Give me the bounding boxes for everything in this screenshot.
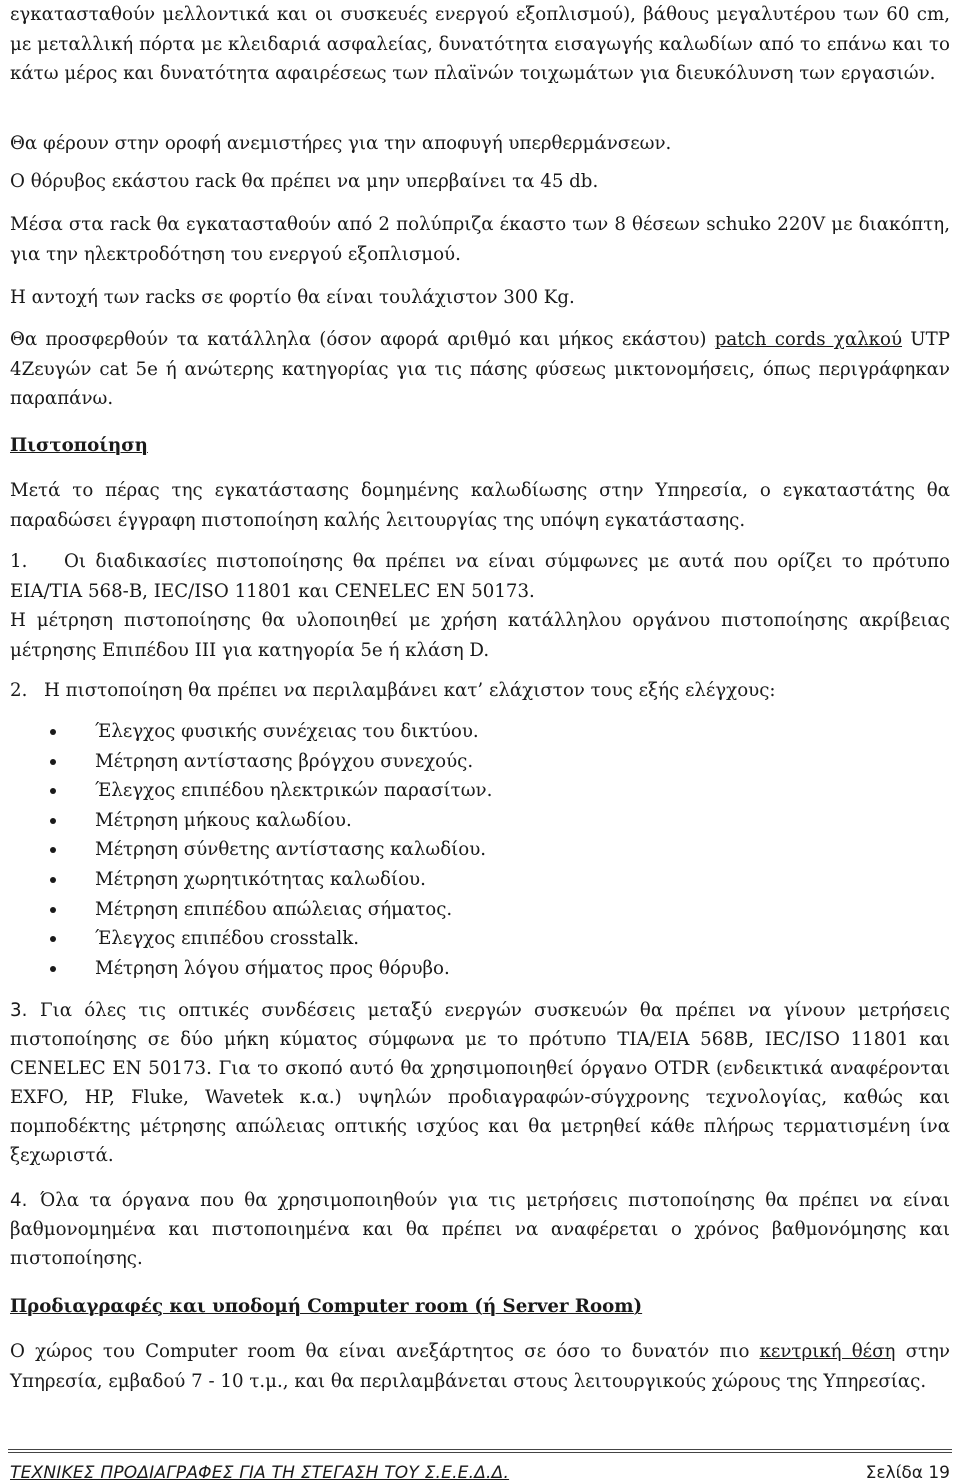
- paragraph-noise: Ο θόρυβος εκάστου rack θα πρέπει να μην υπερβαίνει τα 45 db.: [10, 171, 599, 192]
- cert-item-1-continued: Η μέτρηση πιστοποίησης θα υλοποιηθεί με χρήση κατάλληλου οργάνου πιστοποίησης ακρίβειας μέτρησης Επιπέδου ΙΙΙ για κατηγορία 5e ή κλάση D.: [10, 610, 950, 661]
- list-item-text: Μέτρηση σύνθετης αντίστασης καλωδίου.: [95, 839, 487, 861]
- patch-cords-text-post: UTP 4Ζευγών cat 5e ή ανώτερης κατηγορίας για τις πάσης φύσεως μικτονομήσεις, όπως περιγράφηκαν παραπάνω.: [10, 329, 950, 409]
- bullet-icon: [50, 847, 56, 853]
- bullet-icon: [50, 818, 56, 824]
- item-number: 1.: [10, 551, 28, 572]
- item-text: Όλα τα όργανα που θα χρησιμοποιηθούν για τις μετρήσεις πιστοποίησης θα πρέπει να είναι βαθμονομημένα και πιστοποιημένα και θα πρέπει να αναφέρεται ο χρόνος βαθμονόμησης και πιστοποίησης.: [10, 1190, 950, 1269]
- footer-divider: [8, 1449, 952, 1450]
- item-text: Η πιστοποίηση θα πρέπει να περιλαμβάνει κατ’ ελάχιστον τους εξής ελέγχους:: [44, 680, 776, 701]
- page-number: Σελίδα 19: [865, 1463, 950, 1483]
- central-location-link: κεντρική θέση: [759, 1341, 896, 1362]
- paragraph-patch-cords: [10, 325, 950, 414]
- paragraph-server-room: [10, 1337, 950, 1396]
- bullet-icon: [50, 936, 56, 942]
- paragraph-rack-specs: εγκατασταθούν μελλοντικά και οι συσκευές ενεργού εξοπλισμού), βάθους μεγαλυτέρου των 60 cm, με μεταλλική πόρτα με κλειδαριά ασφαλείας, δυνατότητα εισαγωγής καλωδίων από το επάνω και το κάτω μέρος και δυνατότητα αφαιρέσεως των πλαϊνών τοιχωμάτων για διευκόλυνση των εργασιών.: [10, 4, 950, 84]
- cert-item-4: [10, 1186, 950, 1273]
- item-text: Για όλες τις οπτικές συνδέσεις μεταξύ ενεργών συσκευών θα πρέπει να γίνουν μετρήσεις πιστοποίησης σε δύο μήκη κύματος σύμφωνα με το πρότυπο TIA/EIA 568B, IEC/ISO 11801 και CENELEC EN 50173. Για το σκοπό αυτό θα χρησιμοποιηθεί όργανο OTDR (ενδεικτικά αναφέρονται EXFO, HP, Fluke, Wavetek κ.α.) υψηλών προδιαγραφών-σύγχρονης τεχνολογίας, καθώς και πομποδέκτης μέτρησης απώλειας οπτικής ισχύος και θα μετρηθεί κάθε πλήρως τερματισμένη ίνα ξεχωριστά.: [10, 1000, 950, 1166]
- footer-title: ΤΕΧΝΙΚΕΣ ΠΡΟΔΙΑΓΡΑΦΕΣ ΓΙΑ ΤΗ ΣΤΕΓΑΣΗ ΤΟΥ Σ.Ε.Ε.Δ.Δ.: [10, 1463, 510, 1483]
- cert-item-3: [10, 996, 950, 1170]
- item-text: Οι διαδικασίες πιστοποίησης θα πρέπει να είναι σύμφωνες με αυτά που ορίζει το πρότυπο EIA/TIA 568-B, IEC/ISO 11801 και CENELEC EN 50173.: [10, 551, 950, 602]
- list-item-text: Μέτρηση μήκους καλωδίου.: [95, 809, 352, 831]
- cert-item-1: [10, 547, 950, 606]
- bullet-icon: [50, 729, 56, 735]
- paragraph-power-strips: Μέσα στα rack θα εγκατασταθούν από 2 πολύπριζα έκαστο των 8 θέσεων schuko 220V με διακόπτη, για την ηλεκτροδότηση του ενεργού εξοπλισμού.: [10, 214, 950, 265]
- item-number: 4.: [10, 1190, 28, 1211]
- bullet-icon: [50, 877, 56, 883]
- heading-server-room: Προδιαγραφές και υποδομή Computer room (ή Server Room): [10, 1296, 643, 1317]
- list-item-text: Έλεγχος επιπέδου ηλεκτρικών παρασίτων.: [95, 780, 493, 802]
- patch-cords-text-pre: Θα προσφερθούν τα κατάλληλα (όσον αφορά αριθμό και μήκος εκάστου): [10, 329, 715, 350]
- list-item-text: Έλεγχος επιπέδου crosstalk.: [95, 928, 360, 950]
- list-item-text: Μέτρηση αντίστασης βρόγχου συνεχούς.: [95, 750, 474, 772]
- paragraph-load: Η αντοχή των racks σε φορτίο θα είναι τουλάχιστον 300 Kg.: [10, 287, 575, 308]
- cert-item-2: [10, 676, 950, 706]
- item-number: 3.: [10, 1000, 28, 1021]
- list-item-text: Μέτρηση επιπέδου απώλειας σήματος.: [95, 898, 453, 920]
- paragraph-fans: Θα φέρουν στην οροφή ανεμιστήρες για την αποφυγή υπερθερμάνσεων.: [10, 133, 672, 154]
- list-item-text: Έλεγχος φυσικής συνέχειας του δικτύου.: [95, 721, 479, 742]
- bullet-icon: [50, 759, 56, 765]
- item-number: 2.: [10, 680, 28, 701]
- heading-certification: Πιστοποίηση: [10, 435, 148, 456]
- server-room-text-pre: Ο χώρος του Computer room θα είναι ανεξάρτητος σε όσο το δυνατόν πιο: [10, 1341, 760, 1362]
- bullet-icon: [50, 907, 56, 913]
- list-item-text: Μέτρηση χωρητικότητας καλωδίου.: [95, 868, 426, 890]
- bullet-icon: [50, 788, 56, 794]
- paragraph-cert-intro: Μετά το πέρας της εγκατάστασης δομημένης καλωδίωσης στην Υπηρεσία, ο εγκαταστάτης θα παραδώσει έγγραφη πιστοποίηση καλής λειτουργίας της υπόψη εγκατάστασης.: [10, 480, 950, 531]
- list-item-text: Μέτρηση λόγου σήματος προς θόρυβο.: [95, 957, 450, 979]
- footer-divider: [8, 1452, 952, 1453]
- bullet-icon: [50, 966, 56, 972]
- server-room-text-post: στην Υπηρεσία, εμβαδού 7 - 10 τ.μ., και θα περιλαμβάνεται στους λειτουργικούς χώρους της Υπηρεσίας.: [10, 1341, 950, 1392]
- patch-cords-link: patch cords χαλκού: [714, 329, 903, 350]
